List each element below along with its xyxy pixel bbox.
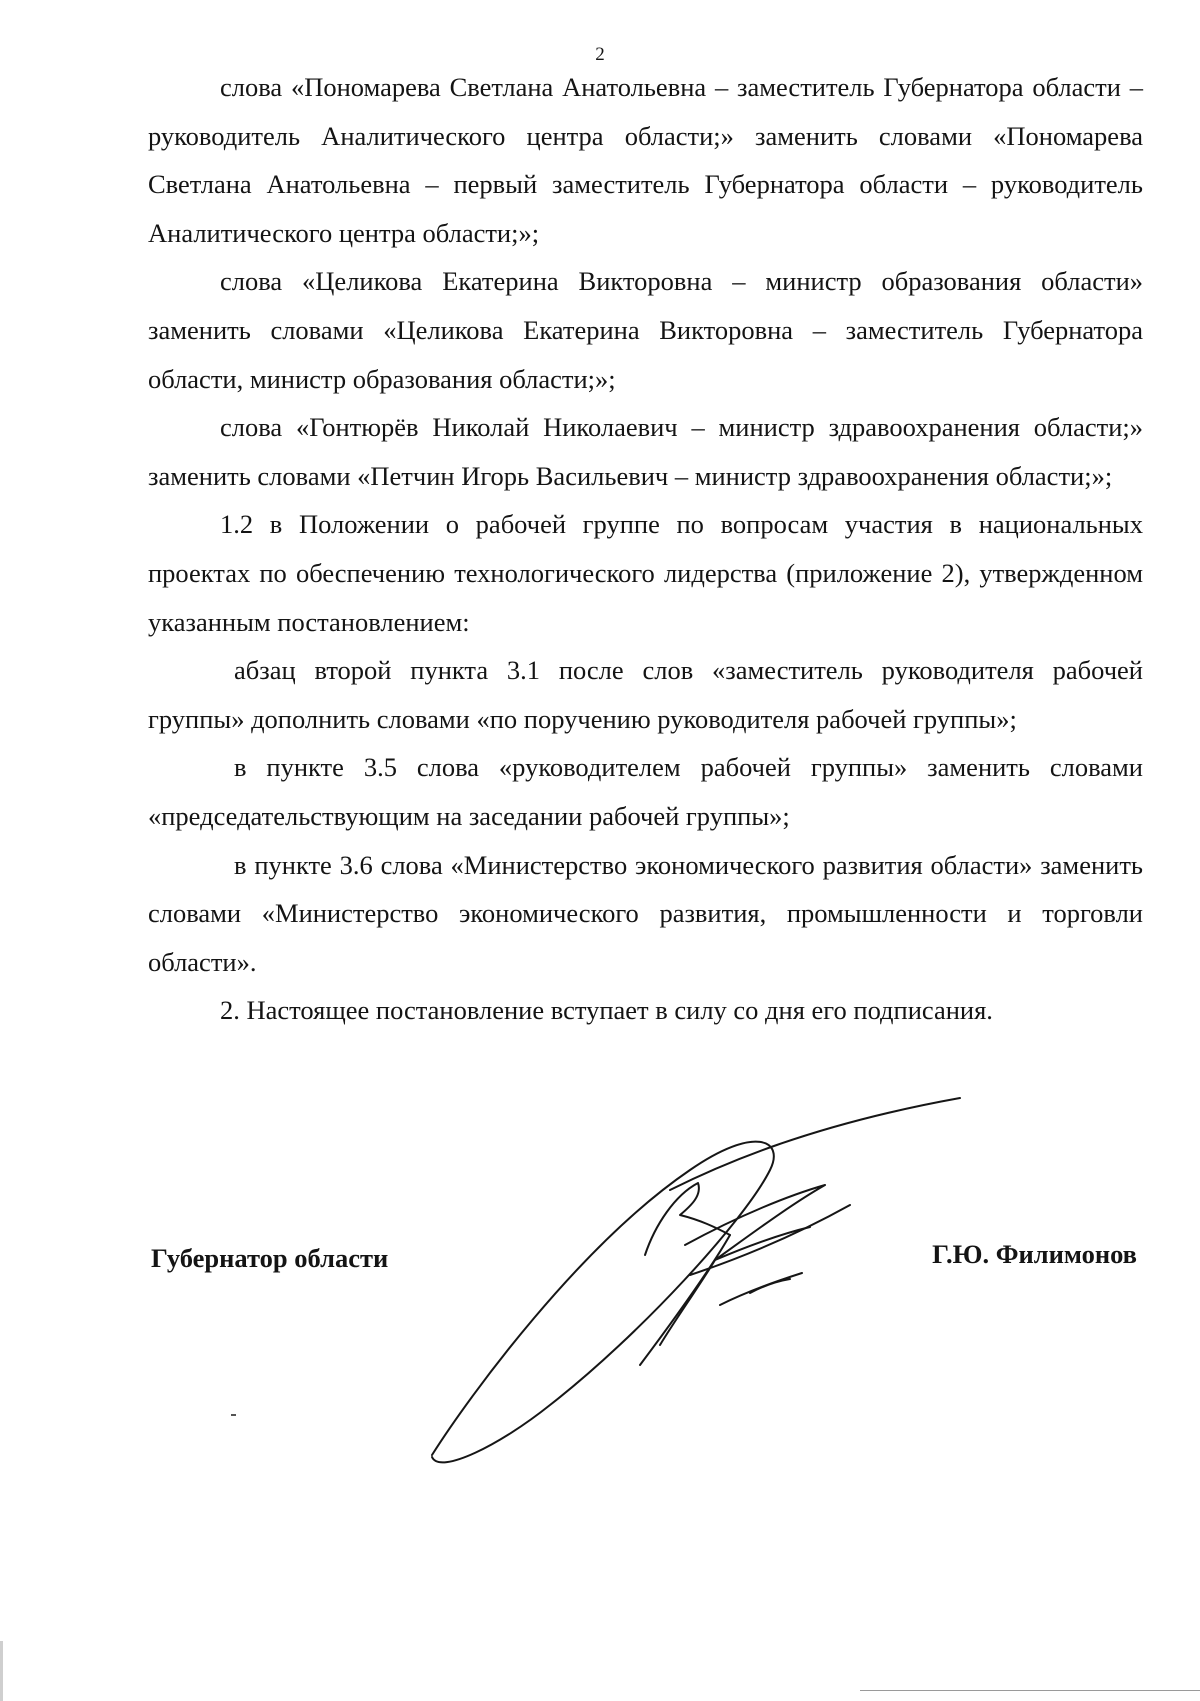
paragraph-amendment-tselikova: слова «Целикова Екатерина Викторовна – министр образования области» заменить словами «Целикова Екатерина Викторовна – заместитель Губернатора области, министр образования области;»;: [148, 266, 1143, 394]
paragraph-point-3-1: абзац второй пункта 3.1 после слов «заместитель руководителя рабочей группы» дополнить словами «по поручению руководителя рабочей группы»;: [148, 655, 1143, 734]
page-number: 2: [595, 44, 605, 65]
signer-name: Г.Ю. Филимонов: [932, 1239, 1137, 1269]
document-body: [148, 63, 1143, 1035]
handwritten-signature: [430, 1095, 970, 1475]
paragraph-amendment-gontyurev: слова «Гонтюрёв Николай Николаевич – министр здравоохранения области;» заменить словами «Петчин Игорь Васильевич – министр здравоохранения области;»;: [148, 412, 1143, 491]
scan-edge-mark: [0, 1641, 3, 1701]
stray-ink-mark: [231, 1414, 236, 1416]
signer-position: Губернатор области: [151, 1243, 389, 1273]
paragraph-point-3-6: в пункте 3.6 слова «Министерство экономического развития области» заменить словами «Министерство экономического развития, промышленности и торговли области».: [148, 849, 1143, 977]
paragraph-item-1-2: 1.2 в Положении о рабочей группе по вопросам участия в национальных проектах по обеспечению технологического лидерства (приложение 2), утвержденном указанным постановлением:: [148, 509, 1143, 637]
scan-bottom-line: [860, 1690, 1200, 1691]
paragraph-amendment-ponomareva: слова «Пономарева Светлана Анатольевна – заместитель Губернатора области – руководитель Аналитического центра области;» заменить словами «Пономарева Светлана Анатольевна – первый заместитель Губернатора области – руководитель Аналитического центра области;»;: [148, 72, 1143, 248]
paragraph-effective-date: 2. Настоящее постановление вступает в силу со дня его подписания.: [220, 995, 993, 1026]
paragraph-point-3-5: в пункте 3.5 слова «руководителем рабочей группы» заменить словами «председательствующим на заседании рабочей группы»;: [148, 752, 1143, 831]
